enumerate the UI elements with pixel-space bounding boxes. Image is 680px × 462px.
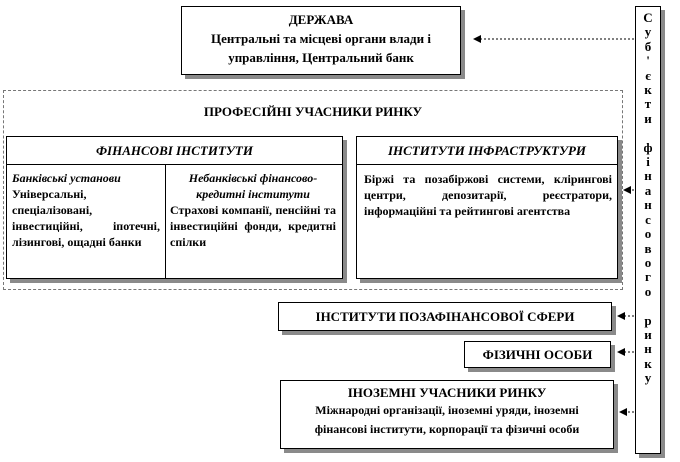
banks-text: Універсальні, спеціалізовані, інвестиційні, іпотечні, лізингові, ощадні банки (12, 187, 160, 249)
foreign-line2: фінансові інститути, корпорації та фізичні особи (314, 422, 580, 436)
subjects-letter: с (645, 211, 651, 227)
subjects-letter: б (644, 38, 652, 54)
nonbanks-text: Страхові компанії, пенсійні та інвестиційні фонди, кредитні спілки (170, 203, 336, 249)
subjects-letter: С (643, 10, 653, 25)
infrastructure-title: ІНСТИТУТИ ІНФРАСТРУКТУРИ (387, 143, 587, 158)
subjects-letter: ' (646, 53, 650, 69)
nonfinancial-title: ІНСТИТУТИ ПОЗАФІНАНСОВОЇ СФЕРИ (315, 309, 575, 324)
subjects-letter: о (644, 226, 652, 242)
financial-institutions-title: ФІНАНСОВІ ІНСТИТУТИ (96, 143, 253, 158)
state-line1: Центральні та місцеві органи влади і (211, 31, 431, 46)
subjects-letter: о (644, 283, 652, 299)
subjects-letter: у (644, 24, 652, 40)
state-line2: управління, Центральний банк (228, 50, 414, 65)
subjects-letter: у (644, 370, 652, 386)
nonbanks-title-line1: Небанківські фінансово- (188, 171, 318, 185)
banks-title: Банківські установи (12, 171, 121, 185)
infrastructure-text: Біржі та позабіржові системи, клірингові центри, депозитарії, реєстратори, інформаційні та рейтингові агентства (364, 172, 612, 218)
subjects-letter: н (644, 341, 652, 357)
subjects-letter: т (644, 96, 652, 112)
subjects-letter: а (644, 182, 652, 198)
state-title: ДЕРЖАВА (288, 12, 354, 27)
subjects-letter: к (644, 82, 652, 98)
subjects-letter: р (644, 312, 652, 328)
subjects-letter: г (645, 269, 651, 285)
subjects-letter: и (644, 326, 652, 342)
subjects-letter: в (644, 240, 652, 256)
subjects-letter: н (644, 197, 652, 213)
subjects-letter: н (644, 168, 652, 184)
subjects-letter: о (644, 254, 652, 270)
professional-participants-title: ПРОФЕСІЙНІ УЧАСНИКИ РИНКУ (203, 104, 423, 119)
subjects-letter: и (644, 110, 652, 126)
individuals-title: ФІЗИЧНІ ОСОБИ (482, 347, 593, 362)
subjects-letter: ф (643, 139, 653, 155)
subjects-letter: є (645, 67, 651, 83)
nonbanks-title-line2: кредитні інститути (196, 187, 310, 201)
foreign-title: ІНОЗЕМНІ УЧАСНИКИ РИНКУ (347, 385, 547, 400)
subjects-letter: к (644, 355, 652, 371)
foreign-line1: Міжнародні організації, іноземні уряди, іноземні (315, 403, 579, 417)
subjects-letter: і (646, 154, 650, 170)
